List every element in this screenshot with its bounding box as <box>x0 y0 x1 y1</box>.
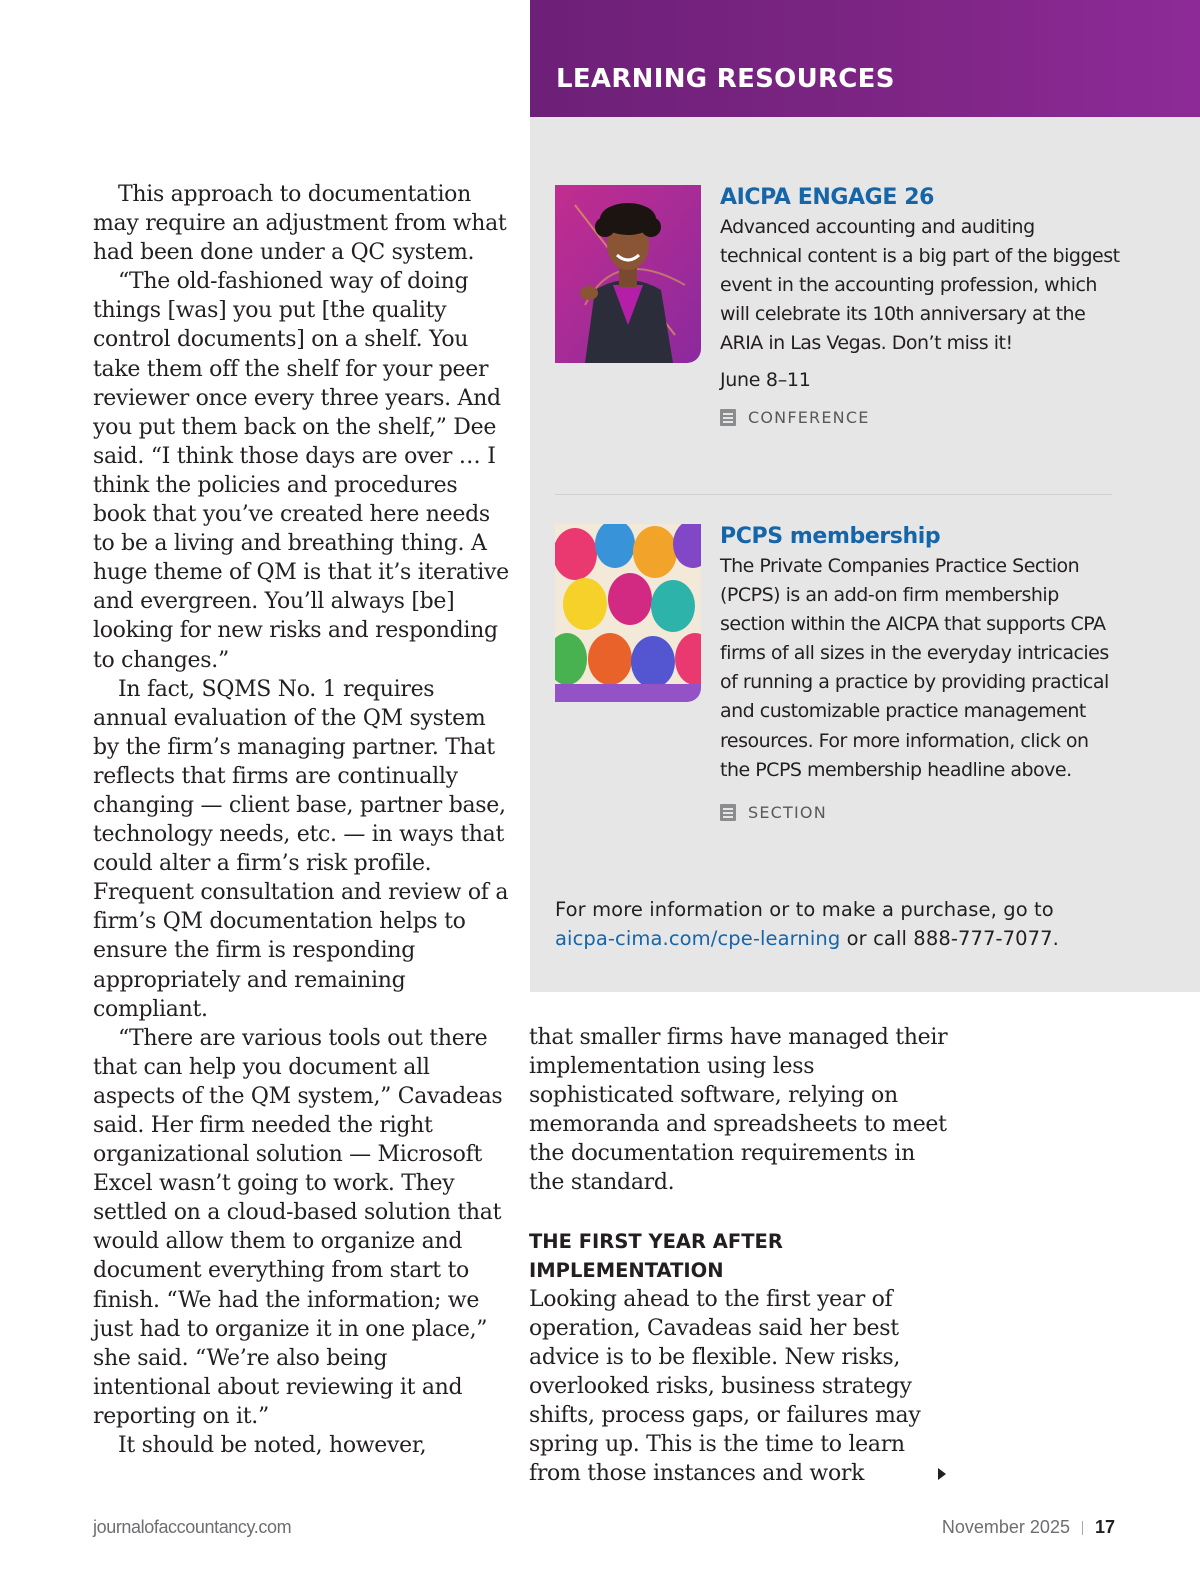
footer-separator <box>1082 1521 1083 1535</box>
footer-date: November 2025 <box>941 1517 1070 1537</box>
cpe-learning-link[interactable]: aicpa-cima.com/cpe-learning <box>555 927 841 950</box>
smiling-man-photo-icon[interactable] <box>555 185 701 363</box>
resource-pcps-description: The Private Companies Practice Section (PCPS) is an add-on firm membership section within the AICPA that supports CPA firms of all sizes in the everyday intricacies of running a practice by providing practical and customizable practice management resources. For more information, click on the PCPS membership headline above. <box>720 555 1109 781</box>
page-footer <box>93 1517 1115 1543</box>
heading-line: THE FIRST YEAR AFTER <box>529 1229 783 1253</box>
resource-engage-description: Advanced accounting and auditing technical content is a big part of the biggest event in the accounting profession, which will celebrate its 10th anniversary at the ARIA in Las Vegas. Don’t miss it! <box>720 216 1120 355</box>
footer-site: journalofaccountancy.com <box>93 1517 292 1537</box>
continue-arrow-icon <box>938 1468 946 1480</box>
section-heading <box>529 1227 949 1285</box>
footer-lead: For more information or to make a purchase, go to <box>555 898 1054 921</box>
learning-resources-sidebar <box>530 0 1200 992</box>
resource-pcps-tag <box>720 803 1120 822</box>
paragraph: that smaller firms have managed their implementation using less sophisticated software, relying on memoranda and spreadsheets to meet the documentation requirements in the standard. <box>529 1025 948 1196</box>
paragraph: “There are various tools out there that can help you document all aspects of the QM system,” Cavadeas said. Her firm needed the right organizational solution — Microsoft Excel wasn’t going to work. They settled on a cloud-based solution that would allow them to organize and document everything from start to finish. “We had the information; we just had to organize it in one place,” she said. “We’re also being intentional about reviewing it and reporting on it.” <box>93 1025 503 1429</box>
resource-engage-title[interactable]: AICPA ENGAGE 26 <box>720 185 935 210</box>
sidebar-header <box>530 0 1200 117</box>
sidebar-title: LEARNING RESOURCES <box>556 64 895 94</box>
tag-label: SECTION <box>748 802 827 822</box>
colorful-silhouettes-illustration-icon[interactable] <box>555 524 701 702</box>
paragraph: It should be noted, however, <box>118 1433 427 1459</box>
footer-right <box>942 1517 1115 1538</box>
resource-divider <box>555 494 1112 495</box>
document-icon <box>720 409 736 426</box>
heading-line: IMPLEMENTATION <box>529 1258 724 1282</box>
footer-tail: or call 888-777-7077. <box>846 927 1059 950</box>
resource-engage-date: June 8–11 <box>720 369 811 392</box>
resource-pcps-text <box>720 524 1120 822</box>
resource-pcps-title[interactable]: PCPS membership <box>720 524 941 549</box>
document-icon <box>720 804 736 821</box>
paragraph: In fact, SQMS No. 1 requires annual evaluation of the QM system by the firm’s managing partner. That reflects that firms are continually changing — client base, partner base, technology needs, etc. — in ways that could alter a firm’s risk profile. Frequent consultation and review of a firm’s QM documentation helps to ensure the firm is responding appropriately and remaining compliant. <box>93 676 509 1022</box>
resource-engage-text <box>720 185 1120 427</box>
left-article-column <box>93 180 509 1460</box>
page-number: 17 <box>1094 1517 1115 1537</box>
paragraph: This approach to documentation may require an adjustment from what had been done under a QC system. <box>93 182 507 266</box>
paragraph: Looking ahead to the first year of operation, Cavadeas said her best advice is to be flexible. New risks, overlooked risks, business strategy shifts, process gaps, or failures may spring up. This is the time to learn from those instances and work <box>529 1286 921 1487</box>
paragraph: “The old-fashioned way of doing things [was] you put [the quality control documents] on a shelf. You take them off the shelf for your peer reviewer once every three years. And you put them back on the shelf,” Dee said. “I think those days are over … I think the policies and procedures book that you’ve created here needs to be a living and breathing thing. A huge theme of QM is that it’s iterative and evergreen. You’ll always [be] looking for new risks and responding to changes.” <box>93 269 509 673</box>
sidebar-footer-note <box>555 895 1175 953</box>
resource-engage-tag <box>720 408 1120 427</box>
tag-label: CONFERENCE <box>748 408 870 428</box>
right-article-column <box>529 1023 949 1488</box>
